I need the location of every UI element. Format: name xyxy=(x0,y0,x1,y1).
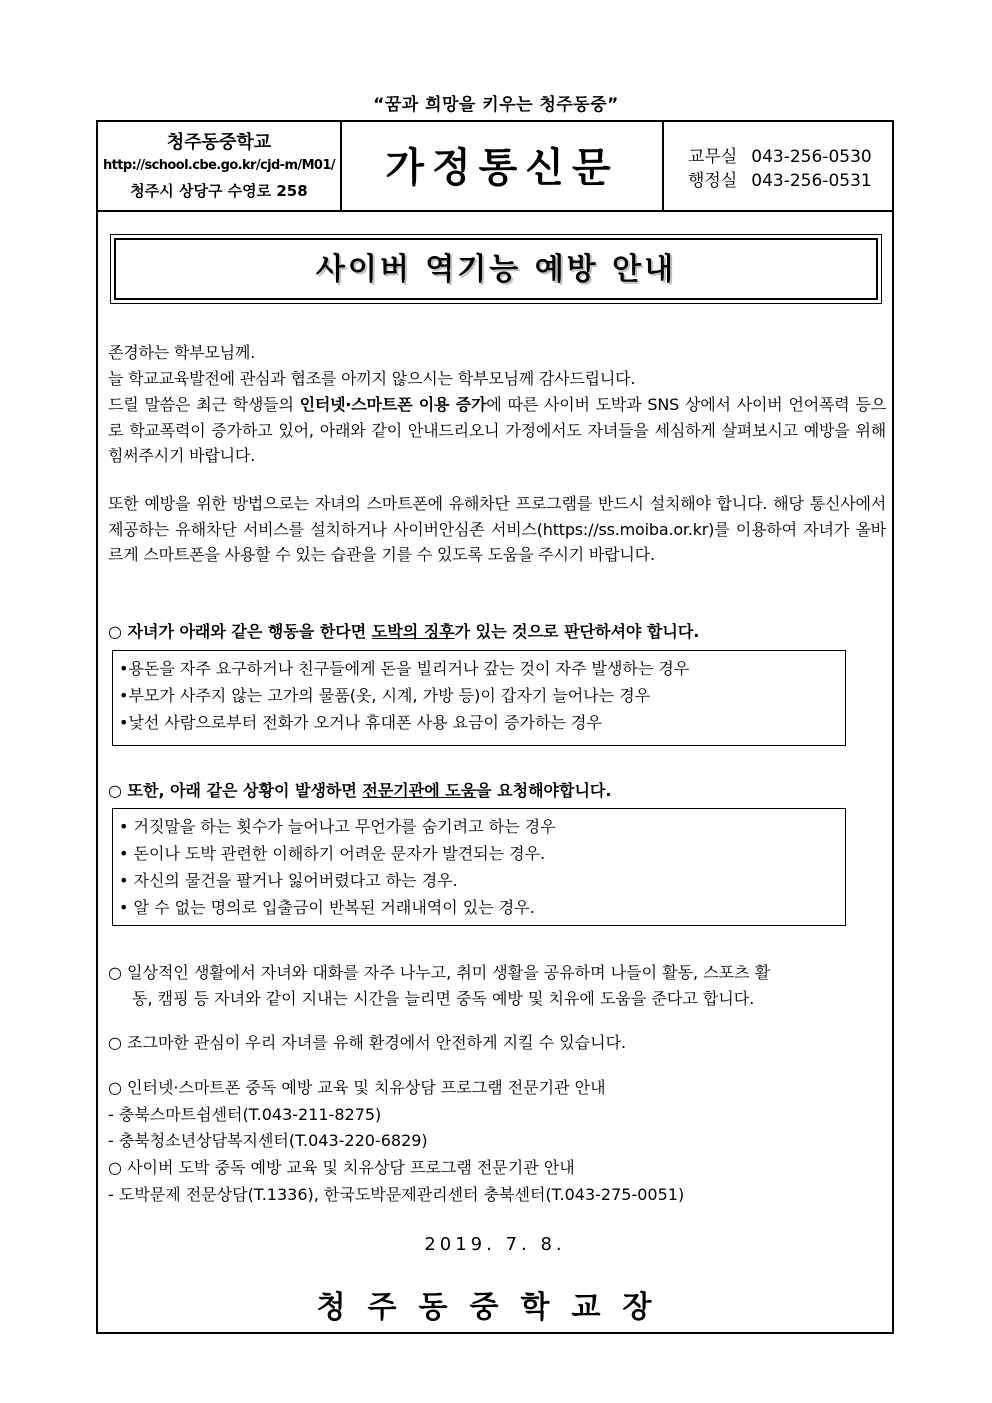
help-situations-box xyxy=(112,808,846,926)
section2-pre: ○ 또한, 아래 같은 상황이 발생하면 xyxy=(108,781,363,800)
newsletter-title: 가정통신문 xyxy=(385,145,619,191)
section2-post: 을 요청해야합니다. xyxy=(476,781,612,800)
resource-youth-counseling: - 충북청소년상담복지센터(T.043-220-6829) xyxy=(108,1131,428,1150)
admin-phone-number: 043-256-0531 xyxy=(751,171,872,191)
section2-heading xyxy=(108,778,611,801)
contact-info xyxy=(664,122,892,210)
list-item: • 자신의 물건을 팔거나 잃어버렸다고 하는 경우. xyxy=(119,871,458,890)
newsletter-frame xyxy=(96,120,894,1334)
section1-heading xyxy=(108,619,699,642)
admin-phone-label: 행정실 xyxy=(688,171,738,191)
notice-title: 사이버 역기능 예방 안내 xyxy=(114,238,878,300)
intro-text-post: 에 따른 사이버 도박과 SNS 상에서 사이버 언어폭력 등으로 학교폭력이 증가하고 있어, 아래와 같이 안내드리오니 가정에서도 자녀들을 세심하게 살펴보시고 예방을 위해 힘써주시기 바랍니다. xyxy=(108,395,886,465)
gambling-signs-box xyxy=(112,650,846,746)
letterhead xyxy=(98,122,892,212)
intro-paragraph xyxy=(108,392,886,469)
resource-smart-rest-center: - 충북스마트쉼센터(T.043-211-8275) xyxy=(108,1105,382,1124)
resource-heading-internet: ○ 인터넷·스마트폰 중독 예방 교육 및 치유상담 프로그램 전문기관 안내 xyxy=(108,1078,606,1097)
school-motto: “꿈과 희망을 키우는 청주동중” xyxy=(373,95,619,115)
admin-phone xyxy=(688,166,872,191)
daily-life-line1: ○ 일상적인 생활에서 자녀와 대화를 자주 나누고, 취미 생활을 공유하며 나들이 활동, 스포츠 활 xyxy=(108,963,771,982)
list-item: • 알 수 없는 명의로 입출금이 반복된 거래내역이 있는 경우. xyxy=(119,898,535,917)
prevention-paragraph: 또한 예방을 위한 방법으로는 자녀의 스마트폰에 유해차단 프로그램를 반드시 설치해야 합니다. 해당 통신사에서 제공하는 유해차단 서비스를 설치하거나 사이버안심존 서비스(https://ss.moiba.or.kr)를 이용하여 자녀가 올바르게 스마트폰을 사용할 수 있는 습관을 기를 수 있도록 도움을 주시기 바랍니다. xyxy=(108,494,886,564)
newsletter-title-cell xyxy=(342,122,664,210)
greeting: 존경하는 학부모님께. xyxy=(108,343,256,362)
list-item: • 거짓말을 하는 횟수가 늘어나고 무언가를 숨기려고 하는 경우 xyxy=(119,817,556,836)
notice-title-box xyxy=(110,234,882,304)
office-phone xyxy=(688,142,872,167)
section1-post: 가 있는 것으로 판단하셔야 합니다. xyxy=(454,622,700,641)
intro-text-pre: 드릴 말씀은 최근 학생들의 xyxy=(108,395,300,414)
resource-gambling-counseling: - 도박문제 전문상담(T.1336), 한국도박문제관리센터 충북센터(T.043-275-0051) xyxy=(108,1185,685,1204)
daily-life-line2: 동, 캠핑 등 자녀와 같이 지내는 시간을 늘리면 중독 예방 및 치유에 도움을 준다고 합니다. xyxy=(132,989,755,1008)
list-item: •부모가 사주지 않는 고가의 물품(옷, 시계, 가방 등)이 갑자기 늘어나는 경우 xyxy=(119,686,651,705)
resource-heading-gambling: ○ 사이버 도박 중독 예방 교육 및 치유상담 프로그램 전문기관 안내 xyxy=(108,1158,575,1177)
school-info xyxy=(98,122,342,210)
school-address: 청주시 상당구 수영로 258 xyxy=(130,182,308,200)
list-item: •용돈을 자주 요구하거나 친구들에게 돈을 빌리거나 갚는 것이 자주 발생하는 경우 xyxy=(119,659,690,678)
section1-underline: 도박의 징후 xyxy=(371,622,455,641)
section1-pre: ○ 자녀가 아래와 같은 행동을 한다면 xyxy=(108,622,372,641)
intro-emphasis: 인터넷·스마트폰 이용 증가 xyxy=(299,395,487,414)
list-item: •낯선 사람으로부터 전화가 오거나 휴대폰 사용 요금이 증가하는 경우 xyxy=(119,713,602,732)
thanks-paragraph: 늘 학교교육발전에 관심과 협조를 아끼지 않으시는 학부모님께 감사드립니다. xyxy=(108,369,636,388)
office-phone-label: 교무실 xyxy=(688,147,738,167)
section2-underline: 전문기관에 도움 xyxy=(362,781,477,800)
principal-signature: 청주동중학교장 xyxy=(316,1290,674,1325)
school-url[interactable]: http://school.cbe.go.kr/cjd-m/M01/ xyxy=(103,158,335,173)
list-item: • 돈이나 도박 관련한 이해하기 어려운 문자가 발견되는 경우. xyxy=(119,844,546,863)
school-name: 청주동중학교 xyxy=(166,132,272,153)
concern-line: ○ 조그마한 관심이 우리 자녀를 유해 환경에서 안전하게 지킬 수 있습니다. xyxy=(108,1033,627,1052)
issue-date: 2019. 7. 8. xyxy=(424,1234,566,1255)
office-phone-number: 043-256-0530 xyxy=(751,147,872,167)
